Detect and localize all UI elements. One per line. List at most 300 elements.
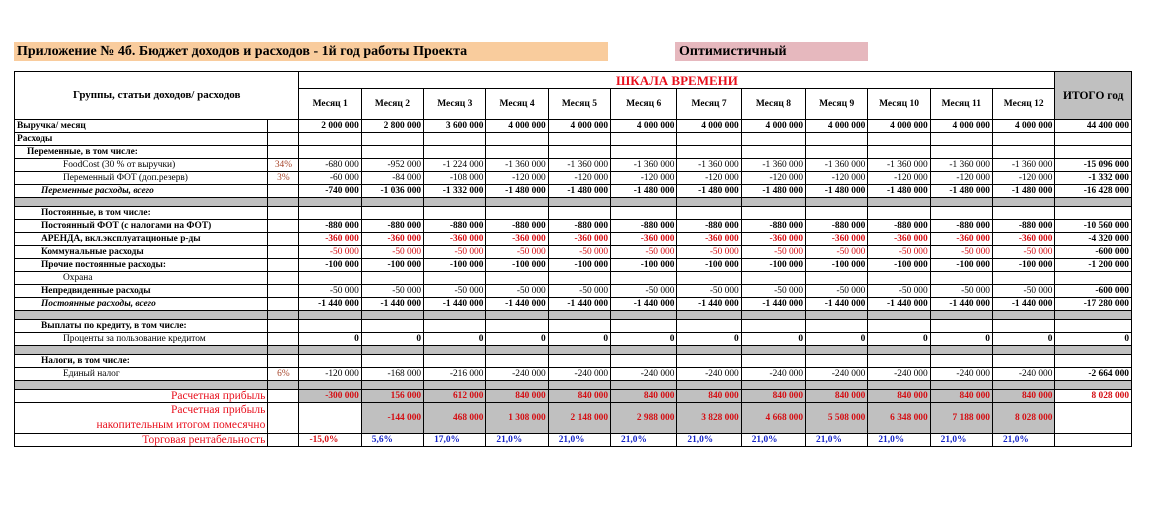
- month-value: 0: [930, 333, 992, 346]
- row-percent: 6%: [268, 368, 299, 381]
- month-value: -1 036 000: [361, 185, 423, 198]
- row-label: Переменные, в том числе:: [15, 146, 268, 159]
- empty-cell: [268, 434, 299, 447]
- month-value: -880 000: [677, 220, 741, 233]
- month-value: -360 000: [806, 233, 868, 246]
- month-header: Месяц 6: [611, 89, 677, 120]
- month-value: [741, 133, 805, 146]
- month-value: [741, 146, 805, 159]
- separator-cell: [992, 198, 1054, 207]
- month-value: [361, 133, 423, 146]
- month-value: 2 000 000: [299, 120, 361, 133]
- month-value: -360 000: [741, 233, 805, 246]
- month-header: Месяц 5: [548, 89, 610, 120]
- month-value: -100 000: [868, 259, 930, 272]
- table-row: [15, 333, 1132, 346]
- row-percent: [268, 333, 299, 346]
- row-percent: [268, 220, 299, 233]
- budget-table: [14, 71, 1132, 447]
- month-value: [741, 320, 805, 333]
- month-value: -50 000: [611, 285, 677, 298]
- month-value: -120 000: [741, 172, 805, 185]
- month-value: -880 000: [806, 220, 868, 233]
- month-value: -50 000: [930, 285, 992, 298]
- month-value: 0: [868, 333, 930, 346]
- row-label: Постоянный ФОТ (с налогами на ФОТ): [15, 220, 268, 233]
- month-value: -360 000: [299, 233, 361, 246]
- row-percent: 34%: [268, 159, 299, 172]
- month-value: -240 000: [486, 368, 548, 381]
- cumulative-value: 6 348 000: [868, 403, 930, 434]
- separator-cell: [15, 346, 268, 355]
- table-row: [15, 207, 1132, 220]
- cumulative-value: 2 988 000: [611, 403, 677, 434]
- table-row: [15, 298, 1132, 311]
- year-total: -17 280 000: [1055, 298, 1132, 311]
- month-value: -360 000: [677, 233, 741, 246]
- month-value: [992, 320, 1054, 333]
- month-value: -50 000: [930, 246, 992, 259]
- month-value: -880 000: [299, 220, 361, 233]
- month-value: [930, 272, 992, 285]
- month-value: 0: [677, 333, 741, 346]
- row-percent: [268, 133, 299, 146]
- separator-cell: [677, 311, 741, 320]
- separator-cell: [930, 198, 992, 207]
- row-percent: 3%: [268, 172, 299, 185]
- month-value: -50 000: [992, 246, 1054, 259]
- month-value: [361, 272, 423, 285]
- month-value: -240 000: [611, 368, 677, 381]
- month-value: [548, 355, 610, 368]
- month-value: -60 000: [299, 172, 361, 185]
- year-total: -600 000: [1055, 246, 1132, 259]
- time-scale-header: ШКАЛА ВРЕМЕНИ: [299, 72, 1055, 89]
- month-value: [611, 320, 677, 333]
- cumulative-value: 468 000: [424, 403, 486, 434]
- month-header: Месяц 7: [677, 89, 741, 120]
- separator-cell: [424, 381, 486, 390]
- profit-value: 840 000: [868, 390, 930, 403]
- row-label: Переменный ФОТ (доп.резерв): [15, 172, 268, 185]
- profit-label: Расчетная прибыль: [15, 390, 268, 403]
- month-value: -1 440 000: [868, 298, 930, 311]
- month-value: [548, 272, 610, 285]
- separator-cell: [268, 381, 299, 390]
- month-value: -50 000: [361, 246, 423, 259]
- month-value: -240 000: [548, 368, 610, 381]
- month-value: 4 000 000: [741, 120, 805, 133]
- separator-cell: [424, 346, 486, 355]
- month-value: -100 000: [611, 259, 677, 272]
- month-value: [741, 272, 805, 285]
- month-value: -240 000: [677, 368, 741, 381]
- separator-cell: [1055, 346, 1132, 355]
- month-value: 0: [424, 333, 486, 346]
- month-value: -1 440 000: [299, 298, 361, 311]
- margin-value: 21,0%: [930, 434, 992, 447]
- separator-cell: [361, 198, 423, 207]
- month-value: [992, 146, 1054, 159]
- cumulative-value: 8 028 000: [992, 403, 1054, 434]
- month-value: -50 000: [611, 246, 677, 259]
- month-value: [992, 207, 1054, 220]
- month-value: [361, 355, 423, 368]
- month-value: [741, 355, 805, 368]
- separator-cell: [868, 381, 930, 390]
- month-header: Месяц 11: [930, 89, 992, 120]
- month-value: -1 480 000: [868, 185, 930, 198]
- month-value: -1 480 000: [486, 185, 548, 198]
- separator-cell: [361, 381, 423, 390]
- month-value: [992, 133, 1054, 146]
- month-value: -50 000: [868, 285, 930, 298]
- month-value: -360 000: [611, 233, 677, 246]
- separator-cell: [806, 198, 868, 207]
- row-label: АРЕНДА, вкл.эксплуатационые р-ды: [15, 233, 268, 246]
- separator-cell: [486, 381, 548, 390]
- month-value: [930, 133, 992, 146]
- month-value: -50 000: [548, 285, 610, 298]
- month-value: -100 000: [741, 259, 805, 272]
- month-value: 4 000 000: [992, 120, 1054, 133]
- separator-cell: [611, 311, 677, 320]
- month-value: [868, 133, 930, 146]
- month-value: -50 000: [992, 285, 1054, 298]
- cumulative-profit-row: [15, 403, 1132, 434]
- year-total: -2 664 000: [1055, 368, 1132, 381]
- row-percent: [268, 185, 299, 198]
- profit-value: 840 000: [992, 390, 1054, 403]
- month-value: [424, 207, 486, 220]
- month-value: -120 000: [930, 172, 992, 185]
- month-value: -1 440 000: [677, 298, 741, 311]
- month-value: [299, 146, 361, 159]
- month-value: [486, 320, 548, 333]
- month-value: [299, 272, 361, 285]
- separator-cell: [611, 198, 677, 207]
- month-value: -50 000: [677, 285, 741, 298]
- separator-cell: [611, 381, 677, 390]
- month-value: -1 480 000: [741, 185, 805, 198]
- profit-value: 840 000: [611, 390, 677, 403]
- month-value: -120 000: [299, 368, 361, 381]
- row-label: Постоянные, в том числе:: [15, 207, 268, 220]
- row-label: Единый налог: [15, 368, 268, 381]
- separator-cell: [548, 346, 610, 355]
- month-value: -100 000: [361, 259, 423, 272]
- cumulative-label-line1: Расчетная прибыль: [170, 404, 266, 416]
- table-row: [15, 355, 1132, 368]
- separator-cell: [486, 311, 548, 320]
- month-value: [424, 146, 486, 159]
- month-value: -1 360 000: [677, 159, 741, 172]
- month-value: 4 000 000: [611, 120, 677, 133]
- month-value: [677, 133, 741, 146]
- table-row: [15, 185, 1132, 198]
- row-percent: [268, 207, 299, 220]
- profit-value: 840 000: [677, 390, 741, 403]
- month-value: -100 000: [486, 259, 548, 272]
- margin-value: 21,0%: [868, 434, 930, 447]
- month-value: -50 000: [361, 285, 423, 298]
- month-header: Месяц 8: [741, 89, 805, 120]
- month-value: [868, 207, 930, 220]
- year-total: -600 000: [1055, 285, 1132, 298]
- month-value: 2 800 000: [361, 120, 423, 133]
- month-header: Месяц 1: [299, 89, 361, 120]
- month-value: [611, 146, 677, 159]
- year-total: -15 096 000: [1055, 159, 1132, 172]
- month-value: 4 000 000: [930, 120, 992, 133]
- month-value: -84 000: [361, 172, 423, 185]
- month-value: [361, 207, 423, 220]
- separator-cell: [1055, 198, 1132, 207]
- month-value: -50 000: [548, 246, 610, 259]
- month-value: [741, 207, 805, 220]
- month-value: -1 360 000: [806, 159, 868, 172]
- table-row: [15, 146, 1132, 159]
- month-value: -952 000: [361, 159, 423, 172]
- margin-value: 21,0%: [611, 434, 677, 447]
- month-value: [930, 355, 992, 368]
- month-value: [548, 133, 610, 146]
- month-header: Месяц 2: [361, 89, 423, 120]
- month-value: [424, 272, 486, 285]
- month-value: -1 360 000: [486, 159, 548, 172]
- margin-value: 21,0%: [741, 434, 805, 447]
- row-label: Выплаты по кредиту, в том числе:: [15, 320, 268, 333]
- month-value: [424, 320, 486, 333]
- separator-cell: [806, 346, 868, 355]
- groups-header: Группы, статьи доходов/ расходов: [15, 72, 299, 120]
- separator-cell: [548, 198, 610, 207]
- month-value: -100 000: [299, 259, 361, 272]
- month-value: -50 000: [806, 246, 868, 259]
- separator-cell: [15, 311, 268, 320]
- table-row: [15, 320, 1132, 333]
- separator-cell: [424, 198, 486, 207]
- profit-value: 840 000: [741, 390, 805, 403]
- month-value: 4 000 000: [868, 120, 930, 133]
- row-label: Непредвиденные расходы: [15, 285, 268, 298]
- month-value: -680 000: [299, 159, 361, 172]
- month-value: -120 000: [806, 172, 868, 185]
- month-value: -120 000: [548, 172, 610, 185]
- month-value: -1 440 000: [548, 298, 610, 311]
- row-percent: [268, 285, 299, 298]
- month-value: [677, 355, 741, 368]
- empty-cell: [1055, 434, 1132, 447]
- month-value: -1 360 000: [992, 159, 1054, 172]
- month-value: -360 000: [548, 233, 610, 246]
- month-value: [611, 133, 677, 146]
- month-value: -360 000: [868, 233, 930, 246]
- month-value: -1 224 000: [424, 159, 486, 172]
- month-value: -360 000: [930, 233, 992, 246]
- separator-row: [15, 311, 1132, 320]
- month-value: -1 360 000: [611, 159, 677, 172]
- table-row: [15, 259, 1132, 272]
- row-label: Охрана: [15, 272, 268, 285]
- month-value: -360 000: [992, 233, 1054, 246]
- month-value: [806, 272, 868, 285]
- month-value: [299, 207, 361, 220]
- month-header: Месяц 9: [806, 89, 868, 120]
- row-percent: [268, 120, 299, 133]
- profit-row: [15, 390, 1132, 403]
- separator-row: [15, 346, 1132, 355]
- year-total: [1055, 207, 1132, 220]
- separator-cell: [268, 311, 299, 320]
- month-value: -880 000: [992, 220, 1054, 233]
- month-value: -50 000: [741, 246, 805, 259]
- month-value: 0: [992, 333, 1054, 346]
- profit-value: 840 000: [930, 390, 992, 403]
- separator-cell: [1055, 381, 1132, 390]
- month-value: -50 000: [486, 246, 548, 259]
- separator-cell: [741, 346, 805, 355]
- month-value: -1 440 000: [806, 298, 868, 311]
- month-value: [806, 320, 868, 333]
- month-value: -100 000: [548, 259, 610, 272]
- year-total: -1 200 000: [1055, 259, 1132, 272]
- month-value: -50 000: [741, 285, 805, 298]
- row-percent: [268, 320, 299, 333]
- separator-cell: [741, 311, 805, 320]
- margin-label: Торговая рентабельность: [15, 434, 268, 447]
- month-value: -100 000: [806, 259, 868, 272]
- month-header: Месяц 3: [424, 89, 486, 120]
- month-value: -1 360 000: [930, 159, 992, 172]
- month-value: [677, 207, 741, 220]
- cumulative-value: 7 188 000: [930, 403, 992, 434]
- cumulative-value: 4 668 000: [741, 403, 805, 434]
- row-label: Прочие постоянные расходы:: [15, 259, 268, 272]
- separator-cell: [268, 198, 299, 207]
- month-value: -240 000: [806, 368, 868, 381]
- month-value: [299, 133, 361, 146]
- month-value: 0: [806, 333, 868, 346]
- month-value: [806, 133, 868, 146]
- year-total: [1055, 133, 1132, 146]
- month-value: [806, 207, 868, 220]
- separator-cell: [868, 311, 930, 320]
- month-value: -880 000: [868, 220, 930, 233]
- separator-cell: [868, 346, 930, 355]
- month-value: [361, 146, 423, 159]
- month-value: -1 440 000: [611, 298, 677, 311]
- month-value: [548, 207, 610, 220]
- separator-cell: [268, 346, 299, 355]
- month-value: -1 360 000: [741, 159, 805, 172]
- table-row: [15, 233, 1132, 246]
- month-value: [486, 355, 548, 368]
- row-label: Постоянные расходы, всего: [15, 298, 268, 311]
- month-value: [424, 355, 486, 368]
- separator-cell: [299, 198, 361, 207]
- month-value: 0: [548, 333, 610, 346]
- table-row: [15, 220, 1132, 233]
- month-value: -880 000: [930, 220, 992, 233]
- margin-value: 21,0%: [486, 434, 548, 447]
- document-title: Приложение № 4б. Бюджет доходов и расходов - 1й год работы Проекта: [14, 42, 608, 61]
- cumulative-value: 5 508 000: [806, 403, 868, 434]
- month-value: [548, 146, 610, 159]
- month-value: 4 000 000: [548, 120, 610, 133]
- month-value: [806, 355, 868, 368]
- separator-cell: [741, 381, 805, 390]
- empty-cell: [299, 403, 361, 434]
- month-value: 0: [741, 333, 805, 346]
- separator-cell: [677, 346, 741, 355]
- separator-cell: [361, 311, 423, 320]
- month-value: [299, 355, 361, 368]
- month-header: Месяц 4: [486, 89, 548, 120]
- separator-cell: [806, 381, 868, 390]
- table-row: [15, 246, 1132, 259]
- cumulative-value: 1 308 000: [486, 403, 548, 434]
- month-value: -880 000: [361, 220, 423, 233]
- scenario-label: Оптимистичный: [675, 42, 868, 61]
- separator-cell: [424, 311, 486, 320]
- separator-cell: [611, 346, 677, 355]
- separator-cell: [299, 311, 361, 320]
- month-value: -120 000: [992, 172, 1054, 185]
- month-value: -1 360 000: [868, 159, 930, 172]
- table-row: [15, 133, 1132, 146]
- separator-cell: [1055, 311, 1132, 320]
- month-value: [868, 146, 930, 159]
- margin-value: 21,0%: [548, 434, 610, 447]
- month-value: -120 000: [868, 172, 930, 185]
- row-percent: [268, 272, 299, 285]
- year-total: 44 400 000: [1055, 120, 1132, 133]
- month-value: -1 480 000: [806, 185, 868, 198]
- month-value: 4 000 000: [486, 120, 548, 133]
- separator-cell: [486, 346, 548, 355]
- row-percent: [268, 355, 299, 368]
- month-value: -1 480 000: [611, 185, 677, 198]
- separator-row: [15, 198, 1132, 207]
- table-row: [15, 172, 1132, 185]
- separator-cell: [677, 198, 741, 207]
- month-value: [486, 272, 548, 285]
- table-row: [15, 272, 1132, 285]
- month-value: 4 000 000: [677, 120, 741, 133]
- margin-value: 21,0%: [992, 434, 1054, 447]
- separator-cell: [930, 311, 992, 320]
- month-value: -360 000: [486, 233, 548, 246]
- year-total: [1055, 320, 1132, 333]
- month-value: 4 000 000: [806, 120, 868, 133]
- month-value: [486, 207, 548, 220]
- profit-value: 840 000: [486, 390, 548, 403]
- month-value: [868, 320, 930, 333]
- month-value: 0: [611, 333, 677, 346]
- separator-cell: [299, 381, 361, 390]
- month-value: -50 000: [424, 246, 486, 259]
- month-value: 0: [299, 333, 361, 346]
- month-value: -100 000: [424, 259, 486, 272]
- row-label: Переменные расходы, всего: [15, 185, 268, 198]
- separator-cell: [299, 346, 361, 355]
- month-value: -1 480 000: [548, 185, 610, 198]
- month-value: [992, 272, 1054, 285]
- month-value: -240 000: [868, 368, 930, 381]
- separator-cell: [806, 311, 868, 320]
- month-value: -1 332 000: [424, 185, 486, 198]
